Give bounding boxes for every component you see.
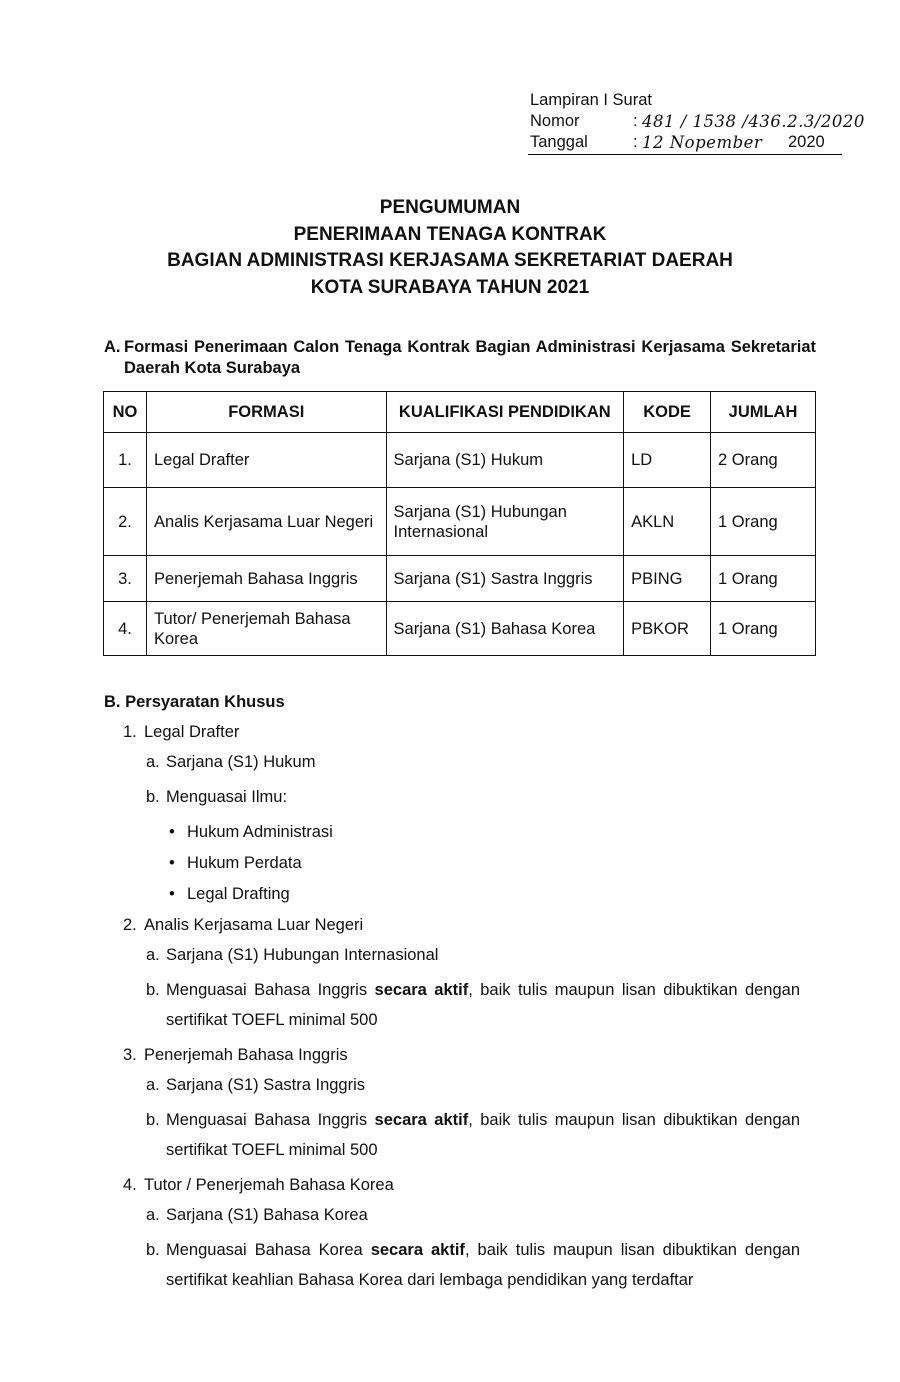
tanggal-year: 2020 (788, 133, 825, 151)
sub-label: b. (146, 1111, 160, 1129)
item-title: Tutor / Penerjemah Bahasa Korea (144, 1176, 394, 1194)
bullet-item (104, 853, 800, 873)
sub-label: a. (146, 753, 160, 771)
cell-kode: PBKOR (624, 602, 711, 656)
sub-label: a. (146, 1206, 160, 1224)
sub-text-pre: Menguasai Bahasa Inggris (166, 1111, 368, 1129)
tanggal-colon: : (633, 133, 638, 151)
section-b-label: B. (104, 693, 121, 711)
sub-text: Sarjana (S1) Hubungan Internasional (166, 946, 439, 964)
cell-formasi: Tutor/ Penerjemah Bahasa Korea (146, 602, 386, 656)
header-kode: KODE (624, 392, 711, 433)
item-title: Penerjemah Bahasa Inggris (144, 1046, 348, 1064)
cell-kualifikasi: Sarjana (S1) Hubungan Internasional (386, 488, 624, 556)
document-title (0, 195, 900, 301)
tanggal-value: 12 Nopember (642, 133, 763, 152)
sub-label: a. (146, 1076, 160, 1094)
cell-jumlah: 1 Orang (711, 602, 816, 656)
cell-no: 2. (104, 488, 147, 556)
sub-text-bold: secara aktif (374, 981, 469, 999)
title-line-1: PENGUMUMAN (379, 197, 521, 218)
title-line-3: BAGIAN ADMINISTRASI KERJASAMA SEKRETARIAT DAERAH (167, 250, 733, 271)
section-b-heading (104, 692, 800, 712)
item-number: 1. (123, 723, 137, 741)
cell-no: 1. (104, 433, 147, 488)
item-number: 4. (123, 1176, 137, 1194)
bullet-icon: • (169, 854, 175, 872)
section-a-text: Formasi Penerimaan Calon Tenaga Kontrak Bagian Administrasi Kerjasama Sekretariat Daerah Kota Surabaya (124, 338, 816, 377)
cell-formasi: Legal Drafter (146, 433, 386, 488)
cell-formasi: Analis Kerjasama Luar Negeri (146, 488, 386, 556)
item-title: Legal Drafter (144, 723, 240, 741)
requirement-item (104, 1045, 800, 1065)
sub-label: b. (146, 788, 160, 806)
sub-text-post: , baik tulis maupun lisan dibuktikan dengan sertifikat TOEFL minimal 500 (166, 981, 801, 1029)
cell-jumlah: 2 Orang (711, 433, 816, 488)
sub-label: b. (146, 1241, 160, 1259)
nomor-label: Nomor (530, 112, 580, 130)
section-b (104, 692, 800, 1305)
sub-text-post: , baik tulis maupun lisan dibuktikan dengan sertifikat TOEFL minimal 500 (166, 1111, 801, 1159)
bullet-text: Hukum Perdata (187, 854, 302, 872)
item-number: 2. (123, 916, 137, 934)
sub-text: Sarjana (S1) Hukum (166, 753, 316, 771)
requirement-sub-b (104, 1105, 800, 1165)
bullet-icon: • (169, 823, 175, 841)
cell-no: 4. (104, 602, 147, 656)
requirement-sub-b (104, 975, 800, 1035)
nomor-colon: : (633, 112, 638, 130)
bullet-item (104, 884, 800, 904)
nomor-value: 481 / 1538 /436.2.3/2020 (642, 112, 865, 131)
sub-text: Sarjana (S1) Bahasa Korea (166, 1206, 368, 1224)
sub-text-bold: secara aktif (374, 1111, 469, 1129)
table-row (104, 556, 816, 602)
tanggal-label: Tanggal (530, 133, 588, 151)
header-kualifikasi: KUALIFIKASI PENDIDIKAN (386, 392, 624, 433)
table-header-row (104, 392, 816, 433)
sub-text-bold: secara aktif (370, 1241, 465, 1259)
requirement-sub-a (104, 747, 800, 777)
header-formasi: FORMASI (146, 392, 386, 433)
bullet-item (104, 822, 800, 842)
bullet-text: Hukum Administrasi (187, 823, 333, 841)
title-line-4: KOTA SURABAYA TAHUN 2021 (310, 276, 590, 298)
formasi-table (103, 391, 816, 656)
section-a-heading (104, 337, 816, 379)
cell-kode: LD (624, 433, 711, 488)
bullet-text: Legal Drafting (187, 885, 290, 903)
header-no: NO (104, 392, 147, 433)
cell-formasi: Penerjemah Bahasa Inggris (146, 556, 386, 602)
item-number: 3. (123, 1046, 137, 1064)
requirement-item (104, 915, 800, 935)
cell-jumlah: 1 Orang (711, 556, 816, 602)
requirement-sub-a (104, 940, 800, 970)
cell-no: 3. (104, 556, 147, 602)
header-jumlah: JUMLAH (711, 392, 816, 433)
sub-text-pre: Menguasai Bahasa Inggris (166, 981, 368, 999)
sub-text: Sarjana (S1) Sastra Inggris (166, 1076, 366, 1094)
sub-text: Menguasai Ilmu: (166, 788, 288, 806)
sub-text-pre: Menguasai Bahasa Korea (166, 1241, 363, 1259)
bullet-icon: • (169, 885, 175, 903)
cell-kualifikasi: Sarjana (S1) Sastra Inggris (386, 556, 624, 602)
header-divider (528, 154, 842, 155)
requirement-item (104, 722, 800, 742)
requirement-sub-a (104, 1070, 800, 1100)
cell-jumlah: 1 Orang (711, 488, 816, 556)
table-row (104, 488, 816, 556)
requirement-item (104, 1175, 800, 1195)
item-title: Analis Kerjasama Luar Negeri (144, 916, 364, 934)
cell-kualifikasi: Sarjana (S1) Bahasa Korea (386, 602, 624, 656)
table-row (104, 602, 816, 656)
cell-kode: PBING (624, 556, 711, 602)
requirement-sub-a (104, 1200, 800, 1230)
section-a-label: A. (104, 338, 121, 356)
table-row (104, 433, 816, 488)
section-b-title: Persyaratan Khusus (125, 693, 285, 711)
requirement-sub-b (104, 782, 800, 812)
cell-kode: AKLN (624, 488, 711, 556)
cell-kualifikasi: Sarjana (S1) Hukum (386, 433, 624, 488)
sub-label: b. (146, 981, 160, 999)
sub-text-post: , baik tulis maupun lisan dibuktikan dengan sertifikat keahlian Bahasa Korea dari lembaga pendidikan yang terdaftar (166, 1241, 800, 1289)
sub-label: a. (146, 946, 160, 964)
title-line-2: PENERIMAAN TENAGA KONTRAK (293, 223, 607, 245)
requirement-sub-b (104, 1235, 800, 1295)
